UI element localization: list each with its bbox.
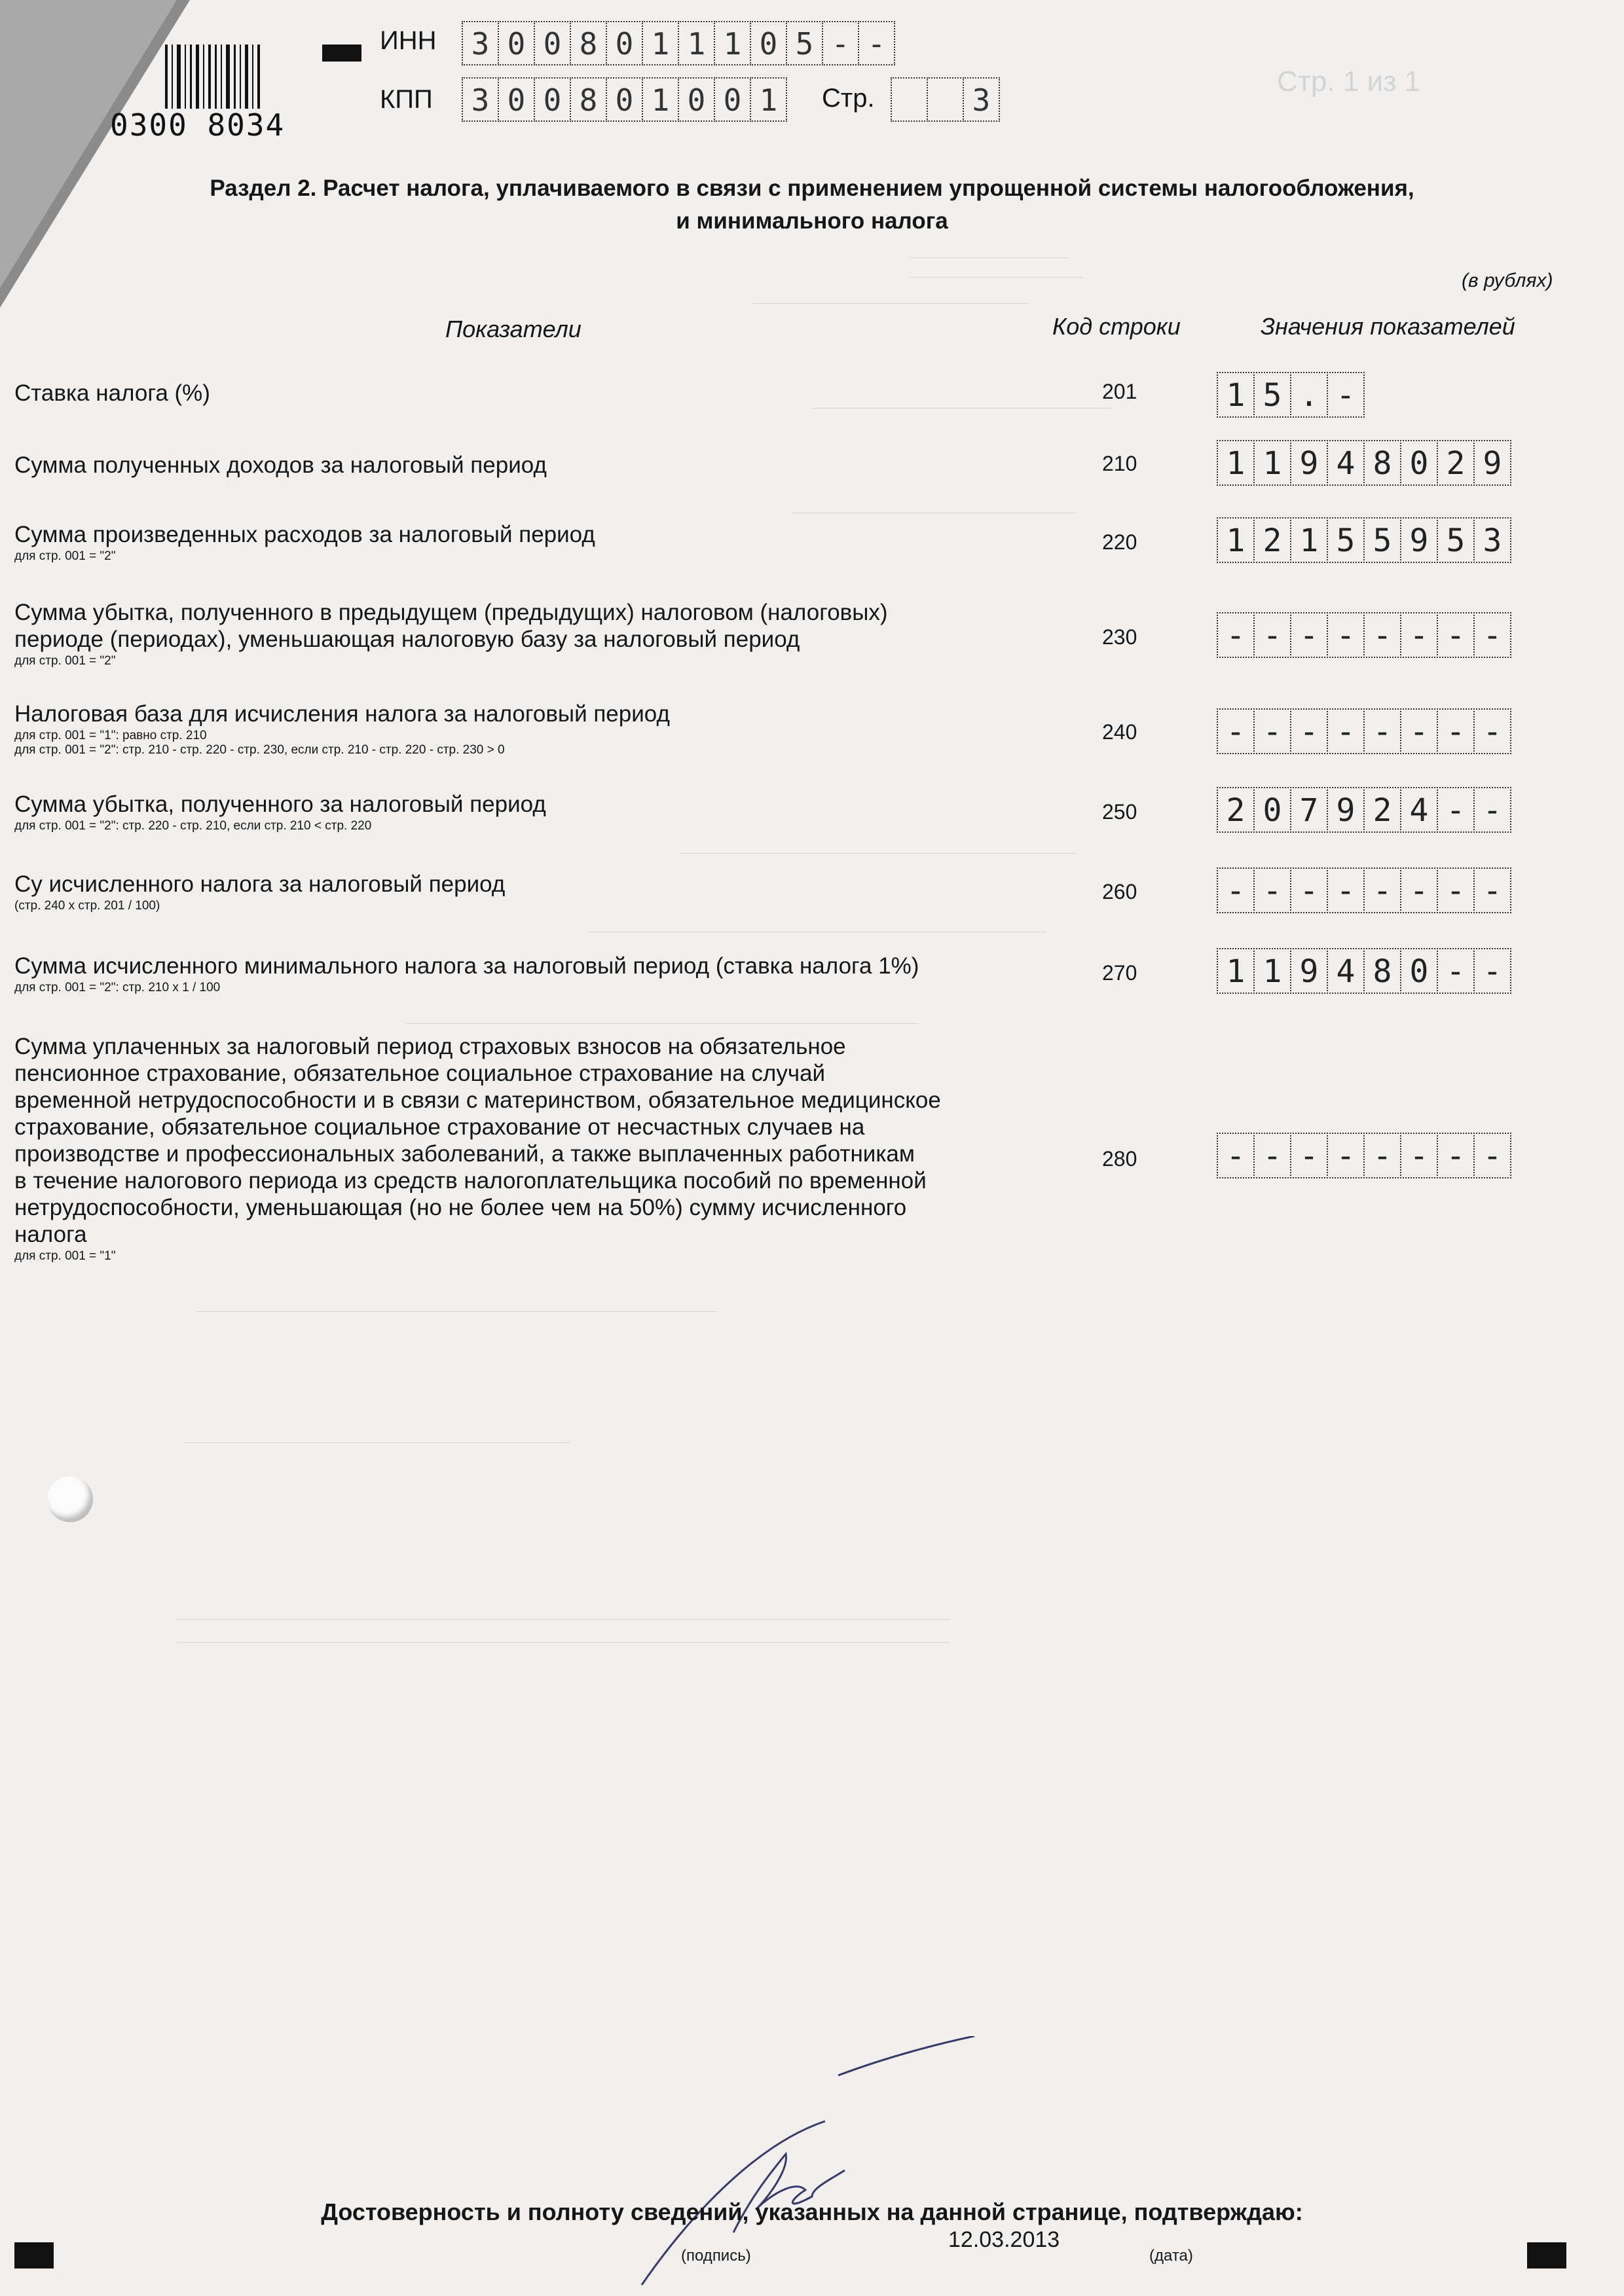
digit-cell: 0 [498, 77, 535, 122]
value-digit-cell: 1 [1253, 948, 1291, 994]
barcode-bar [190, 45, 192, 109]
value-digit-cell: - [1363, 1133, 1401, 1178]
value-digit-cell: - [1400, 867, 1438, 913]
value-digit-cell: 1 [1217, 372, 1255, 418]
value-digit-cell: - [1473, 612, 1511, 658]
value-cells [1217, 517, 1510, 563]
inn-label: ИНН [380, 26, 437, 55]
row-code: 260 [1102, 880, 1137, 903]
barcode-bar [208, 45, 211, 109]
value-digit-cell: 5 [1437, 517, 1475, 563]
value-digit-cell: - [1437, 948, 1475, 994]
value-cells [1217, 1133, 1510, 1178]
row-label: налога [14, 1222, 87, 1247]
value-digit-cell: 2 [1437, 440, 1475, 486]
row-code: 280 [1102, 1147, 1137, 1171]
row-label: Ставка налога (%) [14, 380, 210, 406]
digit-cell: 0 [606, 21, 643, 65]
inn-cells [462, 21, 894, 65]
row-code: 250 [1102, 800, 1137, 824]
value-digit-cell: - [1363, 867, 1401, 913]
value-digit-cell: 9 [1400, 517, 1438, 563]
digit-cell: - [822, 21, 859, 65]
value-digit-cell: 4 [1400, 787, 1438, 833]
digit-cell: 8 [570, 77, 607, 122]
confirmation-text: Достоверность и полноту сведений, указанных на данной странице, подтверждаю: [321, 2198, 1303, 2225]
row-label: в течение налогового периода из средств налогоплательщика пособий по временной [14, 1168, 927, 1194]
value-digit-cell: - [1217, 1133, 1255, 1178]
barcode-bar [245, 45, 248, 109]
row-note: для стр. 001 = "2" [14, 549, 116, 563]
digit-cell: 1 [750, 77, 787, 122]
value-digit-cell: - [1290, 612, 1328, 658]
value-cells [1217, 867, 1510, 913]
row-label: страхование, обязательное социальное страхование от несчастных случаев на [14, 1114, 865, 1140]
row-label: периоде (периодах), уменьшающая налоговую базу за налоговый период [14, 627, 800, 652]
value-digit-cell: 9 [1290, 440, 1328, 486]
value-digit-cell: - [1473, 787, 1511, 833]
digit-cell: 5 [786, 21, 823, 65]
value-digit-cell: - [1253, 708, 1291, 754]
row-note: для стр. 001 = "2": стр. 220 - стр. 210, если стр. 210 < стр. 220 [14, 819, 372, 833]
row-label: Сумма произведенных расходов за налоговый период [14, 522, 595, 547]
digit-cell: 0 [534, 21, 571, 65]
row-note: для стр. 001 = "1": равно стр. 210 [14, 729, 207, 742]
value-digit-cell: 9 [1327, 787, 1365, 833]
digit-cell: 3 [462, 21, 499, 65]
value-cells [1217, 440, 1510, 486]
section-title-line2: и минимального налога [676, 208, 948, 234]
value-digit-cell: - [1363, 708, 1401, 754]
value-digit-cell: 4 [1327, 948, 1365, 994]
row-note: (стр. 240 х стр. 201 / 100) [14, 899, 160, 913]
digit-cell [891, 77, 928, 122]
barcode-bar [196, 45, 199, 109]
value-digit-cell: - [1327, 612, 1365, 658]
row-code: 240 [1102, 720, 1137, 744]
value-digit-cell: - [1473, 708, 1511, 754]
row-label: Су исчисленного налога за налоговый период [14, 871, 506, 897]
date-value: 12.03.2013 [948, 2227, 1060, 2252]
value-digit-cell: 5 [1253, 372, 1291, 418]
row-label: Налоговая база для исчисления налога за налоговый период [14, 701, 670, 727]
row-code: 201 [1102, 380, 1137, 403]
bleed-through-text: ___________________________________ [753, 288, 1029, 304]
row-note: для стр. 001 = "2" [14, 654, 116, 668]
digit-cell: 1 [642, 21, 679, 65]
value-digit-cell: - [1437, 787, 1475, 833]
row-label: временной нетрудоспособности и в связи с материнством, обязательное медицинское [14, 1087, 941, 1113]
value-digit-cell: - [1437, 1133, 1475, 1178]
digit-cell: 0 [714, 77, 751, 122]
digit-cell: 0 [750, 21, 787, 65]
barcode-bar [221, 45, 222, 109]
value-digit-cell: - [1253, 612, 1291, 658]
date-caption: (дата) [1149, 2247, 1193, 2265]
barcode-bar [185, 45, 186, 109]
value-digit-cell: 0 [1400, 948, 1438, 994]
value-digit-cell: 5 [1327, 517, 1365, 563]
value-digit-cell: - [1363, 612, 1401, 658]
bleed-through-text: _________________________________________________________________ [406, 1008, 919, 1024]
value-digit-cell: - [1327, 1133, 1365, 1178]
value-digit-cell: 0 [1400, 440, 1438, 486]
row-code: 270 [1102, 961, 1137, 985]
value-digit-cell: 1 [1217, 948, 1255, 994]
barcode-bar [226, 45, 230, 109]
value-digit-cell: - [1473, 1133, 1511, 1178]
kpp-label: КПП [380, 85, 433, 114]
value-digit-cell: - [1290, 1133, 1328, 1178]
value-digit-cell: 3 [1473, 517, 1511, 563]
digit-cell [927, 77, 964, 122]
value-digit-cell: - [1217, 867, 1255, 913]
barcode-bar [234, 45, 236, 109]
value-digit-cell: 7 [1290, 787, 1328, 833]
value-digit-cell: - [1327, 867, 1365, 913]
value-cells [1217, 787, 1510, 833]
value-digit-cell: - [1437, 708, 1475, 754]
value-digit-cell: - [1290, 867, 1328, 913]
folded-corner-shade [0, 0, 177, 288]
value-digit-cell: . [1290, 372, 1328, 418]
digit-cell: 8 [570, 21, 607, 65]
digit-cell: 0 [498, 21, 535, 65]
digit-cell: 0 [606, 77, 643, 122]
column-header-line-code: Код строки [1052, 313, 1181, 340]
bleed-through-text: ______________________________________ [812, 393, 1112, 409]
value-digit-cell: 2 [1217, 787, 1255, 833]
bleed-through-text: __________________________________________________________ [589, 917, 1047, 932]
value-cells [1217, 612, 1510, 658]
value-digit-cell: - [1437, 612, 1475, 658]
barcode-bar [215, 45, 217, 109]
page-label: Стр. [822, 84, 875, 113]
value-digit-cell: 9 [1473, 440, 1511, 486]
barcode-bar [177, 45, 181, 109]
bleed-through-text: __________________________________________________________________ [196, 1296, 717, 1312]
barcode-bar [252, 45, 253, 109]
ghost-page-number: Стр. 1 из 1 [1277, 65, 1420, 98]
bleed-through-text: ____________________________________ [792, 498, 1077, 513]
barcode-bar [240, 45, 241, 109]
units-note: (в рублях) [1462, 270, 1553, 291]
bleed-through-text: ______________________ [910, 262, 1084, 278]
barcode-bar [165, 45, 168, 109]
signature [616, 2036, 982, 2291]
value-digit-cell: - [1400, 612, 1438, 658]
value-digit-cell: 2 [1363, 787, 1401, 833]
barcode-number: 0300 8034 [110, 107, 286, 143]
value-cells [1217, 708, 1510, 754]
value-digit-cell: 9 [1290, 948, 1328, 994]
value-digit-cell: - [1473, 948, 1511, 994]
column-header-values: Значения показателей [1261, 313, 1515, 340]
digit-cell: 0 [678, 77, 715, 122]
row-label: нетрудоспособности, уменьшающая (но не более чем на 50%) сумму исчисленного [14, 1195, 907, 1220]
digit-cell: 1 [642, 77, 679, 122]
registration-mark [1527, 2242, 1566, 2269]
bleed-through-text: ____________________ [910, 242, 1068, 258]
digit-cell: - [858, 21, 895, 65]
row-code: 210 [1102, 452, 1137, 475]
row-label: Сумма исчисленного минимального налога за налоговый период (ставка налога 1%) [14, 953, 919, 979]
digit-cell: 1 [678, 21, 715, 65]
row-label: производстве и профессиональных заболеваний, а также выплаченных работникам [14, 1141, 915, 1167]
registration-mark [322, 45, 361, 62]
barcode-bar [172, 45, 173, 109]
value-digit-cell: - [1327, 708, 1365, 754]
bleed-through-text: _________________________________________________ [183, 1427, 570, 1443]
digit-cell: 3 [963, 77, 1000, 122]
value-cells [1217, 372, 1363, 418]
barcode-bar [257, 45, 260, 109]
barcode [165, 45, 280, 109]
column-header-indicators: Показатели [445, 316, 581, 342]
section-title: Раздел 2. Расчет налога, уплачиваемого в связи с применением упрощенной системы налогообложения, [210, 175, 1414, 201]
row-note: для стр. 001 = "2": стр. 210 х 1 / 100 [14, 981, 221, 994]
digit-cell: 3 [462, 77, 499, 122]
kpp-cells [462, 77, 786, 122]
value-digit-cell: 1 [1217, 517, 1255, 563]
value-digit-cell: - [1217, 612, 1255, 658]
value-digit-cell: - [1253, 1133, 1291, 1178]
hole-punch [47, 1476, 93, 1522]
value-digit-cell: 5 [1363, 517, 1401, 563]
row-code: 220 [1102, 530, 1137, 554]
digit-cell: 1 [714, 21, 751, 65]
barcode-bar [203, 45, 204, 109]
registration-mark [14, 2242, 54, 2269]
value-digit-cell: - [1217, 708, 1255, 754]
signature-caption: (подпись) [681, 2247, 751, 2265]
value-digit-cell: - [1400, 708, 1438, 754]
value-digit-cell: - [1253, 867, 1291, 913]
row-label: пенсионное страхование, обязательное социальное страхование на случай [14, 1061, 826, 1086]
row-label: Сумма убытка, полученного за налоговый период [14, 792, 546, 817]
value-digit-cell: - [1400, 1133, 1438, 1178]
row-label: Сумма полученных доходов за налоговый период [14, 452, 547, 478]
row-code: 230 [1102, 625, 1137, 649]
value-digit-cell: 8 [1363, 948, 1401, 994]
value-digit-cell: 0 [1253, 787, 1291, 833]
value-digit-cell: 2 [1253, 517, 1291, 563]
row-note: для стр. 001 = "1" [14, 1249, 116, 1263]
value-digit-cell: 1 [1290, 517, 1328, 563]
value-digit-cell: 1 [1217, 440, 1255, 486]
value-digit-cell: - [1290, 708, 1328, 754]
digit-cell: 0 [534, 77, 571, 122]
bleed-through-text: __________________________________________________ [681, 838, 1076, 854]
value-cells [1217, 948, 1510, 994]
row-label: Сумма уплаченных за налоговый период страховых взносов на обязательное [14, 1034, 846, 1059]
row-label: Сумма убытка, полученного в предыдущем (предыдущих) налоговом (налоговых) [14, 600, 888, 625]
value-digit-cell: - [1437, 867, 1475, 913]
value-digit-cell: 1 [1253, 440, 1291, 486]
value-digit-cell: - [1473, 867, 1511, 913]
bleed-through-text: __________________________________________________________________________________________________ [177, 1627, 950, 1643]
page-number-cells [891, 77, 999, 122]
value-digit-cell: - [1327, 372, 1365, 418]
value-digit-cell: 8 [1363, 440, 1401, 486]
value-digit-cell: 4 [1327, 440, 1365, 486]
row-note: для стр. 001 = "2": стр. 210 - стр. 220 - стр. 230, если стр. 210 - стр. 220 - стр. 230 > 0 [14, 743, 505, 757]
bleed-through-text: __________________________________________________________________________________________________ [177, 1604, 950, 1620]
